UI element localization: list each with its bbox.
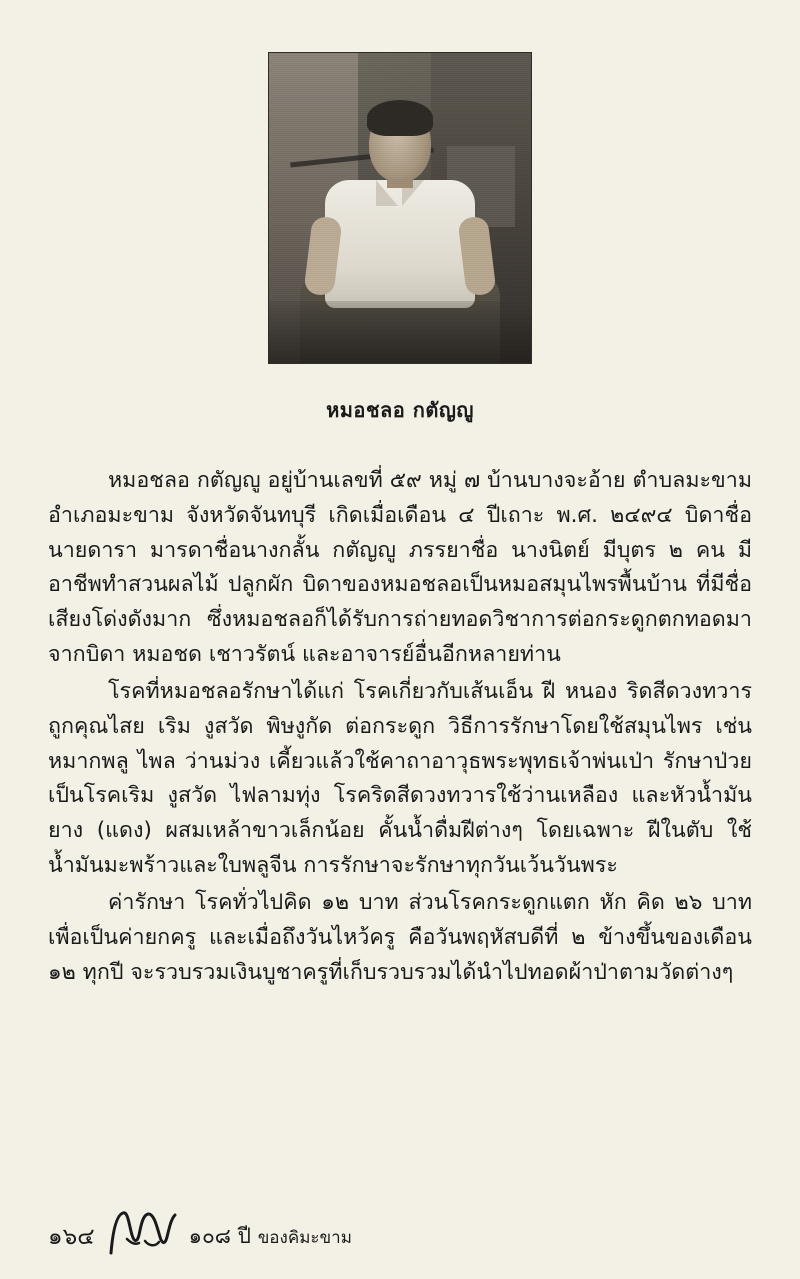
page-footer — [48, 1209, 752, 1255]
paragraph: โรคที่หมอชลอรักษาได้แก่ โรคเกี่ยวกับเส้นเอ็น ฝี หนอง ริดสีดวงทวาร ถูกคุณไสย เริม งูสวัด พิษงูกัด ต่อกระดูก วิธีการรักษาโดยใช้สมุนไพร เช่น หมากพลู ไพล ว่านม่วง เคี้ยวแล้วใช้คาถาอาวุธพระพุทธเจ้าพ่นเป่า รักษาป่วยเป็นโรคเริม งูสวัด ไฟลามทุ่ง โรคริดสีดวงทวารใช้ว่านเหลือง และหัวน้ำมันยาง (แดง) ผสมเหล้าขาวเล็กน้อย คั้นน้ำดื่มฝีต่างๆ โดยเฉพาะ ฝีในตับ ใช้น้ำมันมะพร้าวและใบพลูจีน การรักษาจะรักษาทุกวันเว้นวันพระ — [48, 678, 752, 879]
squiggle-ornament-icon — [105, 1209, 179, 1255]
paragraph: ค่ารักษา โรคทั่วไปคิด ๑๒ บาท ส่วนโรคกระดูกแตก หัก คิด ๒๖ บาท เพื่อเป็นค่ายกครู และเมื่อถึงวันไหว้ครู คือวันพฤหัสบดีที่ ๒ ข้างขึ้นของเดือน ๑๒ ทุกปี จะรวบรวมเงินบูชาครูที่เก็บรวบรวมได้นำไปทอดผ้าป่าตามวัดต่างๆ — [48, 889, 752, 985]
portrait-photograph — [268, 52, 532, 364]
body-text — [48, 464, 752, 990]
book-title — [189, 1220, 352, 1255]
photo-caption: หมอชลอ กตัญญู — [326, 398, 474, 422]
book-title-number: ๑๐๘ — [188, 1224, 231, 1248]
book-title-small: ของคิมะขาม — [257, 1228, 352, 1248]
paragraph: หมอชลอ กตัญญู อยู่บ้านเลขที่ ๕๙ หมู่ ๗ บ้านบางจะอ้าย ตำบลมะขาม อำเภอมะขาม จังหวัดจันทบุรี เกิดเมื่อเดือน ๔ ปีเถาะ พ.ศ. ๒๔๙๔ บิดาชื่อนายดารา มารดาชื่อนางกลั้น กตัญญู ภรรยาชื่อ นางนิตย์ มีบุตร ๒ คน มีอาชีพทำสวนผลไม้ ปลูกผัก บิดาของหมอชลอเป็นหมอสมุนไพรพื้นบ้าน ที่มีชื่อเสียงโด่งดังมาก ซึ่งหมอชลอก็ได้รับการถ่ายทอดวิชาการต่อกระดูกตกทอดมาจากบิดา หมอชด เชาวรัตน์ และอาจารย์อื่นอีกหลายท่าน — [48, 468, 752, 668]
page-number: ๑๖๔ — [48, 1224, 95, 1250]
photo-grain-overlay — [269, 53, 531, 363]
photo-container — [48, 0, 752, 364]
book-title-rest: ปี — [237, 1224, 251, 1248]
